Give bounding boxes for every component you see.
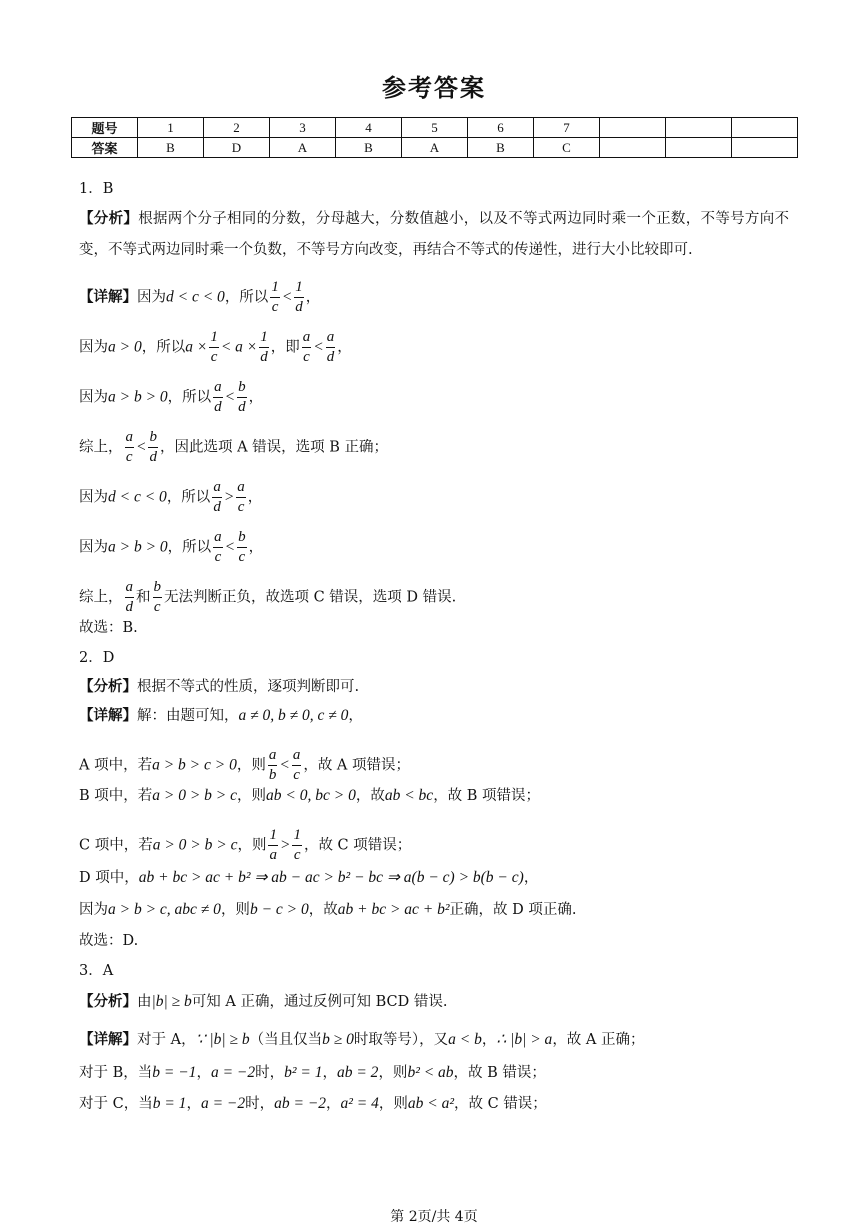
fraction: [237, 378, 247, 417]
table-cell: C: [534, 138, 600, 158]
table-cell: 7: [534, 118, 600, 138]
math: ab = 2: [336, 1064, 379, 1081]
text: 因为: [79, 489, 108, 506]
q3-heading: 3．A: [79, 963, 114, 979]
fraction: [148, 428, 158, 467]
text: ，所以: [167, 389, 212, 406]
text: C 项中，若: [79, 837, 153, 854]
math: <: [224, 388, 236, 406]
q3-detail-line-2: [79, 1063, 546, 1083]
math: a ×: [185, 338, 208, 356]
text: 时取等号），又: [353, 1032, 449, 1048]
analysis-text: 根据不等式的性质，逐项判断即可.: [137, 679, 360, 695]
math: ab < 0, bc > 0: [266, 787, 356, 804]
text: ，: [337, 339, 352, 356]
text: 可知 A 正确，通过反例可知 BCD 错误.: [191, 994, 448, 1010]
numerator: a: [236, 478, 246, 498]
text: ，: [248, 389, 264, 406]
math: < a ×: [220, 338, 258, 356]
text: ，则: [236, 757, 266, 774]
math: ab < bc: [384, 787, 434, 804]
table-cell: [600, 118, 666, 138]
text: ，故 A 正确；: [552, 1032, 645, 1048]
denominator: b: [268, 767, 277, 783]
table-cell: [666, 118, 732, 138]
detail-tag: 【详解】: [79, 708, 137, 724]
text: ，故 B 项错误；: [433, 788, 541, 804]
table-cell: [732, 138, 798, 158]
text: 和: [136, 589, 151, 606]
math: a < b: [448, 1031, 482, 1048]
table-cell: B: [138, 138, 204, 158]
table-header-cell: 答案: [72, 138, 138, 158]
q1-detail-line-7: [79, 578, 456, 617]
q2-option-d: [79, 868, 538, 888]
text: ，故 C 错误；: [454, 1096, 547, 1112]
math: a > b > c > 0: [152, 756, 237, 774]
page-title: 参考答案: [382, 74, 486, 102]
q1-detail-line-6: [79, 528, 263, 567]
numerator: 1: [209, 328, 219, 348]
page-footer: 第 2页/共 4页: [390, 1209, 478, 1225]
math: a > b > c, abc ≠ 0: [108, 901, 221, 918]
text: 因为: [79, 389, 108, 406]
numerator: a: [292, 746, 302, 766]
denominator: d: [125, 599, 133, 615]
answer-table-number-row: [72, 118, 798, 138]
text: ，故: [355, 788, 385, 804]
text: D 项中，: [79, 870, 139, 886]
analysis-text: 根据两个分子相同的分数，分母越大，分数值越小，以及不等式两边同时乘一个正数，不等号方向不变，不等式两边同时乘一个负数，不等号方向改变，再结合不等式的传递性，进行大小比较即可.: [79, 211, 790, 258]
text: 时，: [255, 1065, 285, 1081]
math: a = −2: [200, 1095, 246, 1112]
math: a = −2: [210, 1064, 256, 1081]
numerator: a: [213, 378, 223, 398]
detail-tag: 【详解】: [79, 289, 137, 306]
q2-option-a: [79, 746, 410, 785]
math: a² = 4: [340, 1095, 379, 1112]
fraction: [326, 328, 336, 367]
text: ，即: [270, 339, 300, 356]
math: ab < a²: [407, 1095, 454, 1112]
math: d < c < 0: [108, 488, 167, 506]
text: ，所以: [141, 339, 186, 356]
text: ，故 B 错误；: [453, 1065, 546, 1081]
numerator: a: [268, 746, 278, 766]
q3-analysis: [79, 992, 447, 1012]
fraction: [237, 528, 247, 567]
q2-conclusion: [79, 900, 577, 920]
table-cell: [666, 138, 732, 158]
math: ab + bc > ac + b² ⇒ ab − ac > b² − bc ⇒ a(b − c) > b(b − c): [138, 869, 524, 886]
math: <: [136, 438, 147, 456]
text: 由: [137, 994, 152, 1010]
math: ∵ |b| ≥ b: [195, 1031, 250, 1048]
math: a ≠ 0, b ≠ 0, c ≠ 0: [238, 707, 349, 724]
q1-heading: 1．B: [79, 181, 114, 197]
q2-heading: 2．D: [79, 650, 115, 666]
text: 时，: [245, 1096, 275, 1112]
q2-option-c: [79, 826, 411, 865]
text: ，所以: [167, 539, 212, 556]
fraction: [292, 826, 302, 865]
text: ，: [248, 539, 264, 556]
fraction: [259, 328, 269, 367]
text: ，: [348, 708, 363, 724]
answer-table: [71, 117, 798, 158]
q3-detail-line-3: [79, 1094, 547, 1114]
text: 正确，故 D 项正确.: [449, 902, 577, 918]
text: 综上，: [79, 589, 123, 606]
q1-detail-line-4: [79, 428, 388, 467]
math: >: [223, 488, 235, 506]
text: 解：由题可知，: [137, 708, 239, 724]
table-cell: 4: [336, 118, 402, 138]
denominator: c: [293, 767, 300, 783]
denominator: c: [214, 549, 222, 565]
text: ，则: [378, 1096, 408, 1112]
denominator: c: [125, 449, 133, 465]
text: 因为: [79, 339, 108, 356]
text: ，: [322, 1065, 337, 1081]
math: <: [313, 338, 324, 356]
fraction: [292, 746, 302, 785]
q1-detail-line-1: [79, 278, 320, 317]
text: ，: [305, 289, 321, 306]
denominator: d: [149, 449, 157, 465]
math: ab + bc > ac + b²: [337, 901, 450, 918]
text: 无法判断正负，故选项 C 错误，选项 D 错误.: [164, 589, 457, 606]
table-header-cell: 题号: [72, 118, 138, 138]
text: 因为: [79, 539, 108, 556]
table-cell: [600, 138, 666, 158]
numerator: 1: [259, 328, 269, 348]
fraction: [270, 278, 280, 317]
text: （当且仅当: [249, 1032, 323, 1048]
text: ，: [247, 489, 263, 506]
fraction: [125, 428, 135, 467]
math: a > b > 0: [108, 388, 168, 406]
text: ，故: [308, 902, 338, 918]
fraction: [153, 578, 163, 617]
fraction: [209, 328, 219, 367]
numerator: b: [237, 528, 247, 548]
math: ab = −2: [274, 1095, 327, 1112]
math: >: [279, 836, 291, 854]
text: ，则: [220, 902, 250, 918]
math: a > 0: [108, 338, 142, 356]
numerator: a: [326, 328, 336, 348]
numerator: 1: [270, 278, 280, 298]
answer-table-answer-row: [72, 138, 798, 158]
table-cell: 5: [402, 118, 468, 138]
math: ∴ |b| > a: [496, 1031, 553, 1048]
numerator: 1: [268, 826, 278, 846]
math: b² < ab: [407, 1064, 454, 1081]
denominator: c: [293, 847, 301, 863]
math: <: [224, 538, 236, 556]
math: a > 0 > b > c: [152, 787, 238, 804]
table-cell: [732, 118, 798, 138]
denominator: c: [153, 599, 161, 615]
denominator: d: [326, 349, 335, 365]
denominator: c: [237, 499, 245, 515]
math: d < c < 0: [166, 288, 225, 306]
q1-detail-line-3: [79, 378, 263, 417]
denominator: d: [214, 399, 222, 415]
text: ，故 C 项错误；: [303, 837, 412, 854]
text: ，所以: [224, 289, 269, 306]
math: a > b > 0: [108, 538, 168, 556]
numerator: 1: [294, 278, 304, 298]
math: b ≥ 0: [322, 1031, 354, 1048]
numerator: b: [153, 578, 163, 598]
text: ，则: [378, 1065, 408, 1081]
fraction: [268, 746, 278, 785]
q1-analysis: [79, 204, 789, 266]
table-cell: 3: [270, 118, 336, 138]
denominator: c: [210, 349, 218, 365]
fraction: [302, 328, 312, 367]
text: ，因此选项 A 错误，选项 B 正确；: [159, 439, 389, 456]
q3-detail-line-1: [79, 1030, 645, 1050]
q2-option-b: [79, 786, 540, 806]
table-cell: 2: [204, 118, 270, 138]
fraction: [213, 528, 223, 567]
numerator: a: [212, 478, 222, 498]
text: ，: [326, 1096, 341, 1112]
analysis-tag: 【分析】: [79, 679, 137, 695]
q1-choice: 故选：B.: [79, 620, 138, 636]
text: 因为: [79, 902, 108, 918]
text: 对于 A，: [137, 1032, 196, 1048]
fraction: [213, 378, 223, 417]
denominator: c: [303, 349, 310, 365]
text: 因为: [137, 289, 166, 306]
denominator: c: [238, 549, 246, 565]
text: ，: [481, 1032, 497, 1048]
math: <: [281, 288, 293, 306]
text: A 项中，若: [79, 757, 153, 774]
table-cell: 1: [138, 118, 204, 138]
fraction: [268, 826, 278, 865]
numerator: 1: [292, 826, 302, 846]
math: <: [279, 756, 290, 774]
numerator: a: [125, 578, 135, 598]
analysis-tag: 【分析】: [79, 211, 139, 227]
q1-detail-line-5: [79, 478, 262, 517]
fraction: [236, 478, 246, 517]
table-cell: A: [270, 138, 336, 158]
fraction: [294, 278, 304, 317]
text: ，则: [237, 788, 267, 804]
math: b − c > 0: [249, 901, 309, 918]
math: b = 1: [152, 1095, 187, 1112]
text: ，则: [237, 837, 267, 854]
denominator: d: [238, 399, 246, 415]
table-cell: B: [336, 138, 402, 158]
text: 对于 B，当: [79, 1065, 153, 1081]
fraction: [125, 578, 135, 617]
text: ，: [186, 1096, 201, 1112]
denominator: a: [269, 847, 277, 863]
numerator: b: [148, 428, 158, 448]
numerator: b: [237, 378, 247, 398]
q1-detail-line-2: [79, 328, 352, 367]
text: ，: [523, 870, 539, 886]
text: ，所以: [166, 489, 211, 506]
numerator: a: [125, 428, 135, 448]
denominator: d: [213, 499, 221, 515]
text: ，: [196, 1065, 211, 1081]
q2-choice: 故选：D.: [79, 933, 139, 949]
math: b = −1: [152, 1064, 197, 1081]
text: B 项中，若: [79, 788, 153, 804]
numerator: a: [302, 328, 312, 348]
numerator: a: [213, 528, 223, 548]
text: 综上，: [79, 439, 123, 456]
analysis-tag: 【分析】: [79, 994, 137, 1010]
table-cell: A: [402, 138, 468, 158]
math: |b| ≥ b: [151, 993, 192, 1010]
denominator: d: [260, 349, 268, 365]
fraction: [212, 478, 222, 517]
q2-detail-line-1: [79, 706, 363, 726]
text: 对于 C，当: [79, 1096, 153, 1112]
text: ，故 A 项错误；: [303, 757, 411, 774]
table-cell: D: [204, 138, 270, 158]
table-cell: B: [468, 138, 534, 158]
denominator: d: [295, 299, 303, 315]
table-cell: 6: [468, 118, 534, 138]
math: a > 0 > b > c: [152, 836, 238, 854]
q2-analysis: [79, 677, 359, 697]
denominator: c: [271, 299, 279, 315]
math: b² = 1: [284, 1064, 323, 1081]
detail-tag: 【详解】: [79, 1032, 137, 1048]
